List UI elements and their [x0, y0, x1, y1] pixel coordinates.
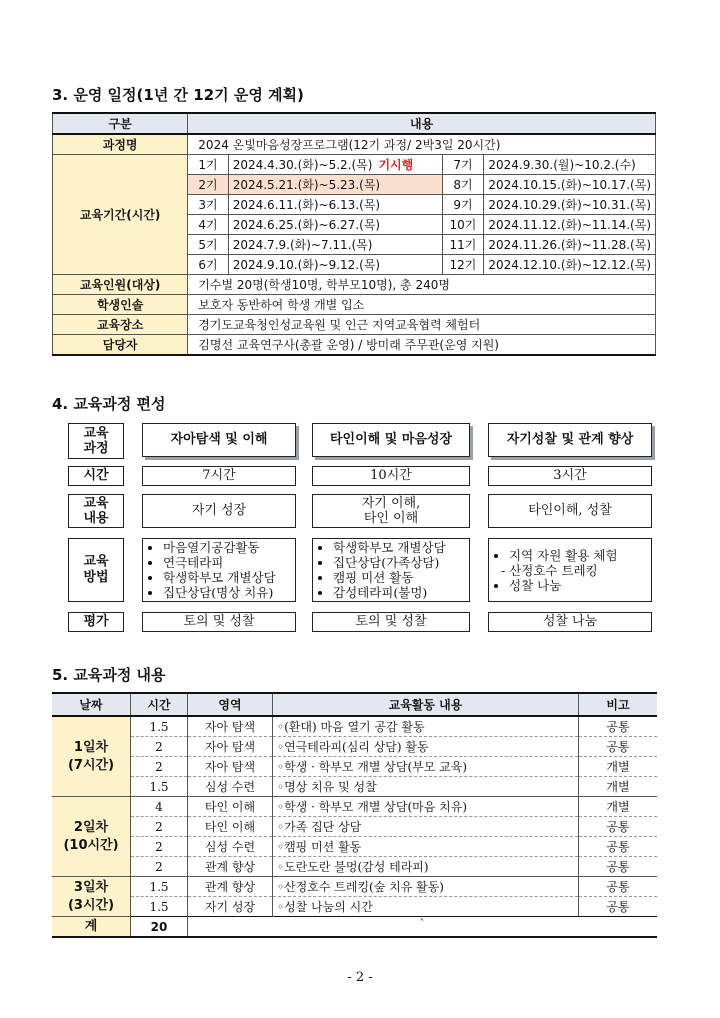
activity-note: 공통: [579, 837, 658, 857]
method-item: • 학생학부모 개별상담: [163, 570, 276, 585]
period-date: 2024.12.10.(화)~12.12.(목): [484, 255, 656, 275]
total-note: `: [188, 917, 658, 938]
period-date: 2024.6.25.(화)~6.27.(목): [228, 215, 442, 235]
activity-area: 자아 탐색: [188, 737, 273, 757]
course-content: 자기 이해, 타인 이해: [312, 494, 470, 528]
day-label: 3일차 (3시간): [52, 877, 131, 917]
activity-area: 자아 탐색: [188, 716, 273, 737]
period-no: 3기: [188, 195, 228, 215]
activity-note: 공통: [579, 877, 658, 897]
period-no: 10기: [442, 215, 484, 235]
course-header: 타인이해 및 마음성장: [312, 423, 470, 457]
page-number: - 2 -: [347, 970, 373, 985]
header-content: 내용: [188, 113, 656, 134]
activity-content: ◦학생 · 학부모 개별 상담(마음 치유): [273, 797, 579, 817]
method-item: • 학생학부모 개별상담: [333, 540, 446, 555]
period-date: 2024.4.30.(화)~5.2.(목) 기시행: [228, 155, 442, 175]
activity-hours: 1.5: [131, 716, 188, 737]
activity-hours: 1.5: [131, 877, 188, 897]
activity-note: 공통: [579, 897, 658, 917]
period-date: 2024.11.26.(화)~11.28.(목): [484, 235, 656, 255]
label-eval: 평가: [68, 612, 124, 632]
activity-content: ◦명상 치유 및 성찰: [273, 777, 579, 797]
activity-content: ◦도란도란 불멍(감성 테라피): [273, 857, 579, 877]
activity-note: 공통: [579, 817, 658, 837]
method-item: • 연극테라피: [163, 555, 276, 570]
schedule-table: [52, 112, 656, 356]
activity-area: 타인 이해: [188, 817, 273, 837]
activity-hours: 2: [131, 837, 188, 857]
header-activity: 교육활동 내용: [273, 693, 579, 716]
period-no: 7기: [442, 155, 484, 175]
period-date: 2024.9.30.(월)~10.2.(수): [484, 155, 656, 175]
course-eval: 성찰 나눔: [488, 612, 652, 632]
course-methods: [142, 538, 296, 602]
activity-hours: 2: [131, 817, 188, 837]
activity-note: 개별: [579, 777, 658, 797]
method-item: - 산정호수 트레킹: [501, 562, 598, 578]
method-item: • 마음열기공감활동: [163, 540, 276, 555]
period-no: 5기: [188, 235, 228, 255]
header-category: 구분: [53, 113, 188, 134]
activity-hours: 2: [131, 857, 188, 877]
activity-area: 심성 수련: [188, 837, 273, 857]
course-eval: 토의 및 성찰: [142, 612, 296, 632]
header-area: 영역: [188, 693, 273, 716]
period-date: 2024.6.11.(화)~6.13.(목): [228, 195, 442, 215]
activity-content: ◦산정호수 트레킹(숲 치유 활동): [273, 877, 579, 897]
period-no: 4기: [188, 215, 228, 235]
row-value: 기수별 20명(학생10명, 학부모10명), 총 240명: [188, 275, 656, 295]
course-content: 자기 성장: [142, 494, 296, 528]
period-no: 2기: [188, 175, 228, 195]
activity-note: 공통: [579, 737, 658, 757]
course-header: 자기성찰 및 관계 향상: [488, 423, 652, 457]
period-no: 12기: [442, 255, 484, 275]
activity-content: ◦학생 · 학부모 개별 상담(부모 교육): [273, 757, 579, 777]
day-label: 2일차 (10시간): [52, 797, 131, 877]
day-label: 1일차 (7시간): [52, 716, 131, 797]
activity-hours: 2: [131, 757, 188, 777]
method-item: • 집단상담(명상 치유): [163, 585, 276, 600]
method-item: • 집단상담(가족상담): [333, 555, 446, 570]
activity-content: ◦연극테라피(심리 상담) 활동: [273, 737, 579, 757]
row-label: 담당자: [53, 335, 188, 356]
row-label: 학생인솔: [53, 295, 188, 315]
period-no: 9기: [442, 195, 484, 215]
method-item: • 지역 자원 활용 체험: [509, 548, 618, 563]
pre-run-note: 기시행: [378, 158, 414, 172]
period-no: 11기: [442, 235, 484, 255]
activity-area: 심성 수련: [188, 777, 273, 797]
activity-area: 관계 향상: [188, 877, 273, 897]
activity-area: 타인 이해: [188, 797, 273, 817]
activity-content: ◦캠핑 미션 활동: [273, 837, 579, 857]
section5-title: 5. 교육과정 내용: [52, 666, 166, 684]
course-label: 과정명: [53, 134, 188, 155]
header-note: 비고: [579, 693, 658, 716]
period-date: 2024.9.10.(화)~9.12.(목): [228, 255, 442, 275]
section4-title: 4. 교육과정 편성: [52, 395, 166, 413]
label-content: 교육 내용: [68, 494, 124, 528]
period-no: 8기: [442, 175, 484, 195]
activity-hours: 1.5: [131, 897, 188, 917]
curriculum-table: [52, 692, 657, 938]
activity-content: ◦가족 집단 상담: [273, 817, 579, 837]
activity-area: 관계 향상: [188, 857, 273, 877]
activity-content: ◦(환대) 마음 열기 공감 활동: [273, 716, 579, 737]
label-time: 시간: [68, 466, 124, 486]
activity-note: 공통: [579, 716, 658, 737]
activity-hours: 4: [131, 797, 188, 817]
period-date: 2024.7.9.(화)~7.11.(목): [228, 235, 442, 255]
activity-area: 자아 탐색: [188, 757, 273, 777]
total-label: 계: [52, 917, 131, 938]
course-methods: [312, 538, 470, 602]
period-date: 2024.11.12.(화)~11.14.(목): [484, 215, 656, 235]
period-date: 2024.10.15.(화)~10.17.(목): [484, 175, 656, 195]
course-time: 7시간: [142, 466, 296, 486]
activity-note: 개별: [579, 797, 658, 817]
course-header: 자아탐색 및 이해: [142, 423, 296, 457]
method-item: • 캠핑 미션 활동: [333, 570, 446, 585]
label-method: 교육 방법: [68, 538, 124, 602]
label-course: 교육 과정: [68, 423, 124, 459]
row-value: 경기도교육청인성교육원 및 인근 지역교육협력 체험터: [188, 315, 656, 335]
row-label: 교육장소: [53, 315, 188, 335]
activity-hours: 2: [131, 737, 188, 757]
total-value: 20: [131, 917, 188, 938]
activity-content: ◦성찰 나눔의 시간: [273, 897, 579, 917]
course-eval: 토의 및 성찰: [312, 612, 470, 632]
period-no: 1기: [188, 155, 228, 175]
course-value: 2024 온빛마음성장프로그램(12기 과정/ 2박3일 20시간): [188, 134, 656, 155]
course-time: 10시간: [312, 466, 470, 486]
row-label: 교육인원(대상): [53, 275, 188, 295]
period-no: 6기: [188, 255, 228, 275]
row-value: 보호자 동반하여 학생 개별 입소: [188, 295, 656, 315]
course-content: 타인이해, 성찰: [488, 494, 652, 528]
method-item: • 성찰 나눔: [509, 578, 618, 593]
row-value: 김명선 교육연구사(총괄 운영) / 방미래 주무관(운영 지원): [188, 335, 656, 356]
header-date: 날짜: [52, 693, 131, 716]
section3-title: 3. 운영 일정(1년 간 12기 운영 계획): [52, 86, 304, 104]
activity-note: 공통: [579, 857, 658, 877]
course-methods: [488, 538, 652, 602]
activity-area: 자기 성장: [188, 897, 273, 917]
activity-note: 개별: [579, 757, 658, 777]
period-date: 2024.5.21.(화)~5.23.(목): [228, 175, 442, 195]
period-date: 2024.10.29.(화)~10.31.(목): [484, 195, 656, 215]
period-label: 교육기간(시간): [53, 155, 188, 275]
activity-hours: 1.5: [131, 777, 188, 797]
method-item: • 감성테라피(불멍): [333, 585, 446, 600]
header-time: 시간: [131, 693, 188, 716]
course-time: 3시간: [488, 466, 652, 486]
